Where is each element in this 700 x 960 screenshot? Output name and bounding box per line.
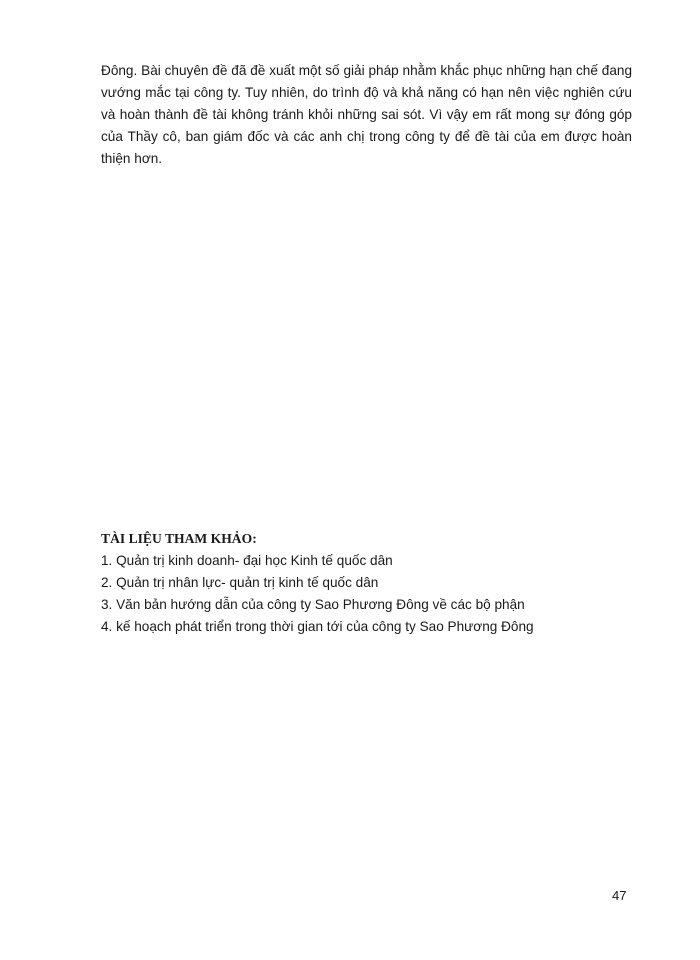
- reference-item: 1. Quản trị kinh doanh- đại học Kinh tế quốc dân: [101, 553, 393, 568]
- references-list: [101, 550, 632, 638]
- reference-item: 3. Văn bản hướng dẫn của công ty Sao Phương Đông về các bộ phận: [101, 597, 525, 612]
- body-paragraph: Đông. Bài chuyên đề đã đề xuất một số giải pháp nhằm khắc phục những hạn chế đang vướng mắc tại công ty. Tuy nhiên, do trình độ và khả năng có hạn nên việc nghiên cứu và hoàn thành đề tài không tránh khỏi những sai sót. Vì vậy em rất mong sự đóng góp của Thầy cô, ban giám đốc và các anh chị trong công ty để đề tài của em được hoàn thiện hơn.: [101, 63, 632, 166]
- reference-item: 4. kế hoạch phát triển trong thời gian tới của công ty Sao Phương Đông: [101, 619, 534, 634]
- page-number: 47: [612, 888, 627, 903]
- references-section: [101, 528, 632, 638]
- reference-item: 2. Quản trị nhân lực- quản trị kinh tế quốc dân: [101, 575, 379, 590]
- references-title: TÀI LIỆU THAM KHẢO:: [101, 531, 257, 546]
